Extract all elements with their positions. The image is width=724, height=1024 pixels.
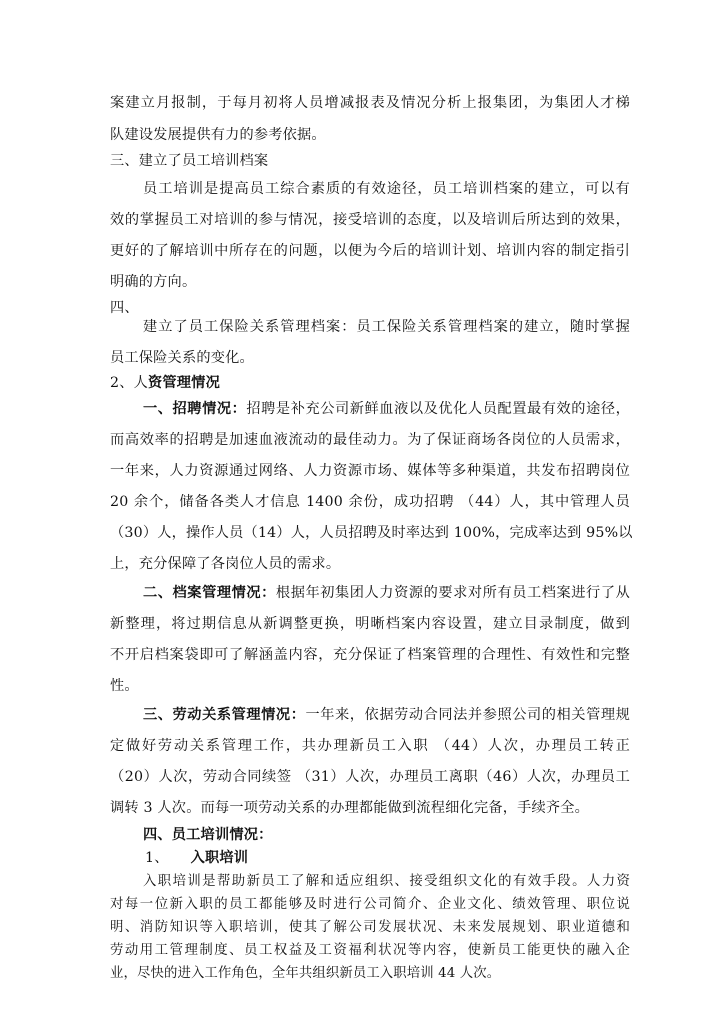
heading-number: 2、人 [110, 375, 149, 391]
paragraph-line: 新整理，将过期信息从新调整更换，明晰档案内容设置，建立目录制度，做到 [110, 616, 630, 632]
subsection-label: 二、档案管理情况： [143, 585, 276, 601]
paragraph-line: 上，充分保障了各岗位人员的需求。 [110, 556, 341, 572]
paragraph-line: 效的掌握员工对培训的参与情况，接受培训的态度，以及培训后所达到的效果， [110, 212, 630, 228]
paragraph-line: 调转 3 人次。而每一项劳动关系的办理都能做到流程细化完备，手续齐全。 [110, 800, 590, 816]
paragraph-line: 业，尽快的进入工作角色，全年共组织新员工入职培训 44 人次。 [110, 966, 501, 981]
paragraph-line: 入职培训是帮助新员工了解和适应组织、接受组织文化的有效手段。人力资 [143, 874, 630, 889]
paragraph-line: 员工培训是提高员工综合素质的有效途径，员工培训档案的建立，可以有 [143, 181, 630, 197]
paragraph-line: 性。 [110, 678, 139, 694]
subsection-label: 四、员工培训情况： [143, 827, 273, 843]
list-title: 入职培训 [190, 850, 249, 866]
paragraph-line: 而高效率的招聘是加速血液流动的最佳动力。为了保证商场各岗位的人员需求， [110, 432, 630, 448]
paragraph-line: 明、消防知识等入职培训，使其了解公司发展状况、未来发展规划、职业道德和 [110, 920, 630, 935]
section-heading: 四、 [110, 300, 139, 316]
paragraph-line: 明确的方向。 [110, 274, 197, 290]
section-heading [110, 372, 630, 392]
paragraph-line: 建立了员工保险关系管理档案：员工保险关系管理档案的建立，随时掌握 [143, 319, 630, 335]
section-heading: 三、建立了员工培训档案 [110, 153, 269, 169]
paragraph-line [143, 704, 630, 724]
list-number: 1、 [145, 850, 169, 866]
paragraph-text: 一年来，依据劳动合同法并参照公司的相关管理规 [305, 707, 631, 723]
paragraph-line: （30）人，操作人员（14）人，人员招聘及时率达到 100%，完成率达到 95%以 [110, 525, 633, 541]
paragraph-text: 根据年初集团人力资源的要求对所有员工档案进行了从 [275, 585, 630, 601]
paragraph-line: 队建设发展提供有力的参考依据。 [110, 127, 326, 143]
paragraph-line: 不开启档案袋即可了解涵盖内容，充分保证了档案管理的合理性、有效性和完整 [110, 647, 630, 663]
subsection-label: 三、劳动关系管理情况： [143, 707, 306, 723]
paragraph-line: 一年来，人力资源通过网络、人力资源市场、媒体等多种渠道，共发布招聘岗位 [110, 463, 630, 479]
paragraph-line [143, 582, 630, 602]
paragraph-line: 20 余个，储备各类人才信息 1400 余份，成功招聘 （44）人，其中管理人员 [110, 494, 630, 510]
paragraph-line: 定做好劳动关系管理工作，共办理新员工入职 （44）人次，办理员工转正 [110, 738, 630, 754]
paragraph-line: 更好的了解培训中所存在的问题，以便为今后的培训计划、培训内容的制定指引 [110, 243, 630, 259]
paragraph-text: 招聘是补充公司新鲜血液以及优化人员配置最有效的途径， [246, 401, 631, 417]
paragraph-line: 员工保险关系的变化。 [110, 350, 254, 366]
paragraph-line: 对每一位新入职的员工都能够及时进行公司简介、企业文化、绩效管理、职位说 [110, 897, 630, 912]
paragraph-line [143, 398, 630, 418]
list-item-heading [145, 847, 345, 867]
subsection-label: 一、招聘情况： [143, 401, 247, 417]
paragraph-line: 案建立月报制，于每月初将人员增减报表及情况分析上报集团，为集团人才梯 [110, 95, 630, 111]
heading-text: 资管理情况 [148, 375, 220, 391]
paragraph-line: 劳动用工管理制度、员工权益及工资福利状况等内容，使新员工能更快的融入企 [110, 943, 630, 958]
paragraph-line: （20）人次，劳动合同续签 （31）人次，办理员工离职（46）人次，办理员工 [110, 769, 630, 785]
